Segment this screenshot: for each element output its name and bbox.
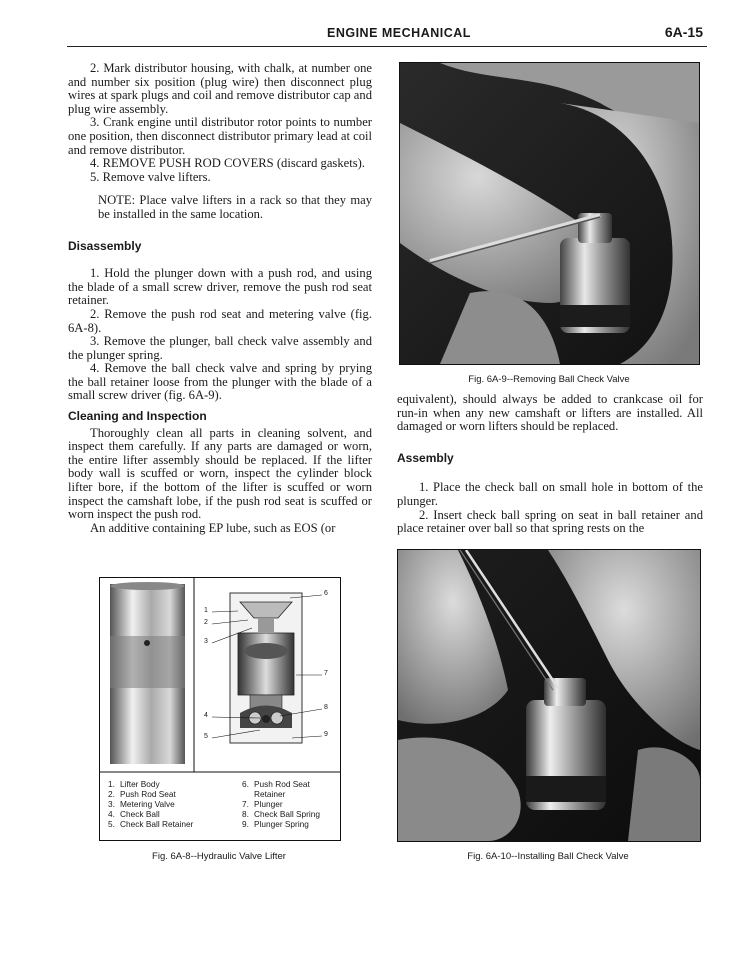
disassembly-step: 2. Remove the push rod seat and metering valve (fig. 6A-8). bbox=[68, 306, 372, 335]
continuation-paragraph: equivalent), should always be added to crankcase oil for run-in when any new camshaft or lifters are installed. All damaged or worn lifters should be replaced. bbox=[397, 392, 703, 434]
disassembly-step: 1. Hold the plunger down with a push rod, and using the blade of a small screw driver, remove the push rod seat retainer. bbox=[68, 266, 372, 308]
section-title: ENGINE MECHANICAL bbox=[327, 26, 471, 40]
removal-step: 2. Mark distributor housing, with chalk, at number one and number six position (plug wire) then disconnect plug wires at spark plugs and coil and remove distributor cap and plug wire assembly. bbox=[68, 61, 372, 116]
callout-8: 8 bbox=[324, 704, 328, 711]
fig-6a-10-caption: Fig. 6A-10--Installing Ball Check Valve bbox=[467, 851, 629, 862]
removing-ball-check-valve-photo bbox=[400, 63, 699, 364]
callout-4: 4 bbox=[204, 712, 208, 719]
cleaning-heading: Cleaning and Inspection bbox=[68, 409, 207, 424]
legend-item: 5. Check Ball Retainer bbox=[108, 819, 194, 829]
page-number: 6A-15 bbox=[664, 24, 703, 40]
fig-6a-9-photo bbox=[399, 62, 700, 365]
cleaning-paragraph: Thoroughly clean all parts in cleaning solvent, and inspect them carefully. If any parts are damaged or worn, the entire lifter assembly should be replaced. If the lifter body wall is scuffed or worn, inspect the cylinder block lifter bore, if the bottom of the lifter is scuffed or worn inspect the camshaft lobe, if the push rod seat is scuffed or worn inspect the push rod. bbox=[68, 425, 372, 522]
legend-item: 3. Metering Valve bbox=[108, 799, 175, 809]
installing-ball-check-valve-photo bbox=[398, 550, 700, 841]
fig-6a-9-caption: Fig. 6A-9--Removing Ball Check Valve bbox=[468, 374, 630, 385]
left-column bbox=[68, 62, 372, 535]
callout-6: 6 bbox=[324, 590, 328, 597]
legend-item: 2. Push Rod Seat bbox=[108, 789, 176, 799]
legend-left bbox=[108, 779, 193, 829]
cleaning-paragraph: An additive containing EP lube, such as EOS (or bbox=[90, 520, 336, 535]
assembly-step: 1. Place the check ball on small hole in bottom of the plunger. bbox=[397, 480, 703, 508]
legend-item: 9. Plunger Spring bbox=[242, 819, 309, 829]
legend-item: 4. Check Ball bbox=[108, 809, 160, 819]
callout-1: 1 bbox=[204, 607, 208, 614]
disassembly-step: 3. Remove the plunger, ball check valve assembly and the plunger spring. bbox=[68, 334, 372, 362]
page-header bbox=[67, 24, 707, 48]
disassembly-step: 4. Remove the ball check valve and spring by prying the ball retainer loose from the plunger with the blade of a small screw driver (fig. 6A-9). bbox=[68, 361, 372, 403]
callout-9: 9 bbox=[324, 731, 328, 738]
legend-item: Retainer bbox=[254, 789, 286, 799]
assembly-heading: Assembly bbox=[397, 450, 454, 465]
callout-2: 2 bbox=[204, 619, 208, 626]
removal-step: 3. Crank engine until distributor rotor points to number one position, then disconnect distributor primary lead at coil and remove distributor. bbox=[68, 115, 372, 157]
legend-item: 1. Lifter Body bbox=[108, 779, 160, 789]
note-text: NOTE: Place valve lifters in a rack so that they may be installed in the same location. bbox=[98, 193, 372, 221]
legend-item: 7. Plunger bbox=[242, 799, 283, 809]
removal-step: 5. Remove valve lifters. bbox=[90, 169, 211, 184]
disassembly-heading: Disassembly bbox=[68, 238, 142, 253]
fig-6a-10-photo bbox=[397, 549, 701, 842]
callout-5: 5 bbox=[204, 733, 208, 740]
callout-3: 3 bbox=[204, 638, 208, 645]
removal-step: 4. REMOVE PUSH ROD COVERS (discard gaskets). bbox=[90, 156, 365, 171]
header-rule bbox=[67, 46, 707, 47]
legend-item: 8. Check Ball Spring bbox=[242, 809, 320, 819]
legend-item: 6. Push Rod Seat bbox=[242, 779, 310, 789]
legend-right bbox=[242, 779, 320, 829]
fig-6a-8-diagram bbox=[99, 577, 341, 841]
callout-7: 7 bbox=[324, 670, 328, 677]
fig-6a-8-caption: Fig. 6A-8--Hydraulic Valve Lifter bbox=[152, 851, 286, 862]
assembly-step: 2. Insert check ball spring on seat in ball retainer and place retainer over ball so that spring rests on the bbox=[397, 507, 703, 536]
right-column bbox=[397, 393, 703, 536]
